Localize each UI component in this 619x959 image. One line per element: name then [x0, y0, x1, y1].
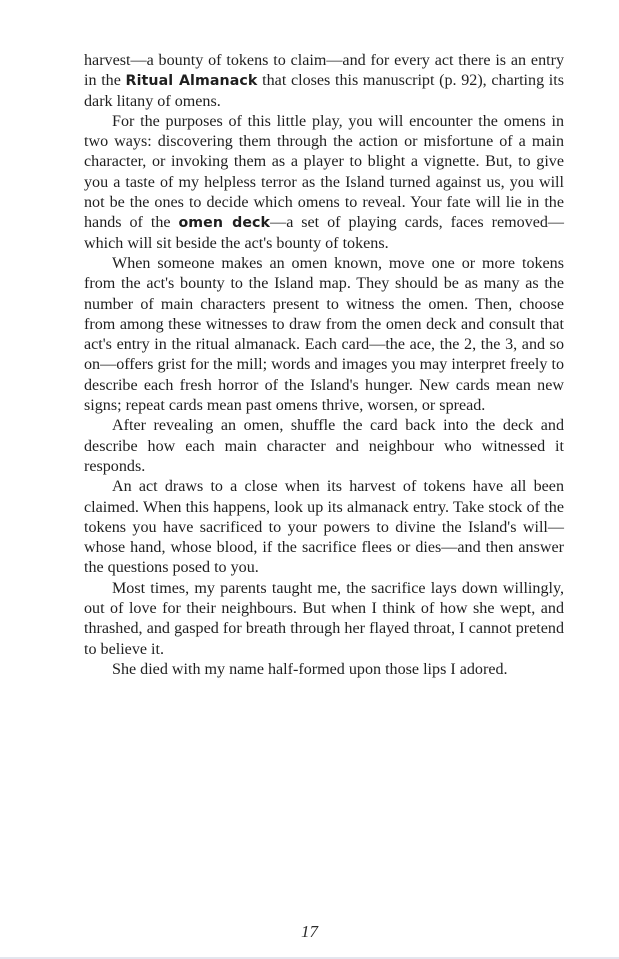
paragraph-1-text-a: harvest—a bounty of tokens to claim—and for every act there is an entry in the: [84, 52, 564, 90]
paragraph-6: [84, 579, 564, 660]
paragraph-4: [84, 416, 564, 477]
paragraph-1-text-b: that closes this manuscript (p. 92), charting its dark litany of omens.: [84, 72, 565, 110]
paragraph-2: [84, 112, 564, 254]
paragraph-5-text: An act draws to a close when its harvest of tokens have all been claimed. When this happens, look up its almanack entry. Take stock of the tokens you have sacrificed to your powers to divine the Island's will—whose hand, whose blood, if the sacrifice flees or dies—and then answer the questions posed to you.: [84, 478, 564, 577]
paragraph-3-text: When someone makes an omen known, move one or more tokens from the act's bounty to the Island map. They should be as many as the number of main characters present to witness the omen. Then, choose from among these witnesses to draw from the omen deck and consult that act's entry in the ritual almanack. Each card—the ace, the 2, the 3, and so on—offers grist for the mill; words and images you may interpret freely to describe each fresh horror of the Island's hunger. New cards mean new signs; repeat cards mean past omens thrive, worsen, or spread.: [84, 254, 564, 415]
paragraph-2-text-b: —a set of playing cards, faces removed—which will sit beside the act's bounty of tokens.: [84, 214, 564, 252]
page-number: 17: [301, 922, 318, 941]
paragraph-7: [84, 660, 564, 680]
paragraph-4-text: After revealing an omen, shuffle the card back into the deck and describe how each main character and neighbour who witnessed it responds.: [84, 417, 564, 475]
body-text: [84, 51, 564, 680]
paragraph-7-text: She died with my name half-formed upon those lips I adored.: [112, 660, 508, 678]
ritual-almanack-term: Ritual Almanack: [125, 73, 258, 90]
paragraph-5: [84, 477, 564, 578]
paragraph-6-text: Most times, my parents taught me, the sacrifice lays down willingly, out of love for their neighbours. But when I think of how she wept, and thrashed, and gasped for breath through her flayed throat, I cannot pretend to believe it.: [84, 579, 564, 658]
omen-deck-term: omen deck: [178, 215, 271, 232]
paragraph-3: [84, 254, 564, 416]
paragraph-2-text-a: For the purposes of this little play, you will encounter the omens in two ways: discovering them through the action or misfortune of a main character, or invoking them as a player to blight a vignette. But, to give you a taste of my helpless terror as the Island turned against us, you will not be the ones to decide which omens to reveal. Your fate will lie in the hands of the: [84, 112, 564, 232]
paragraph-1: [84, 51, 564, 112]
